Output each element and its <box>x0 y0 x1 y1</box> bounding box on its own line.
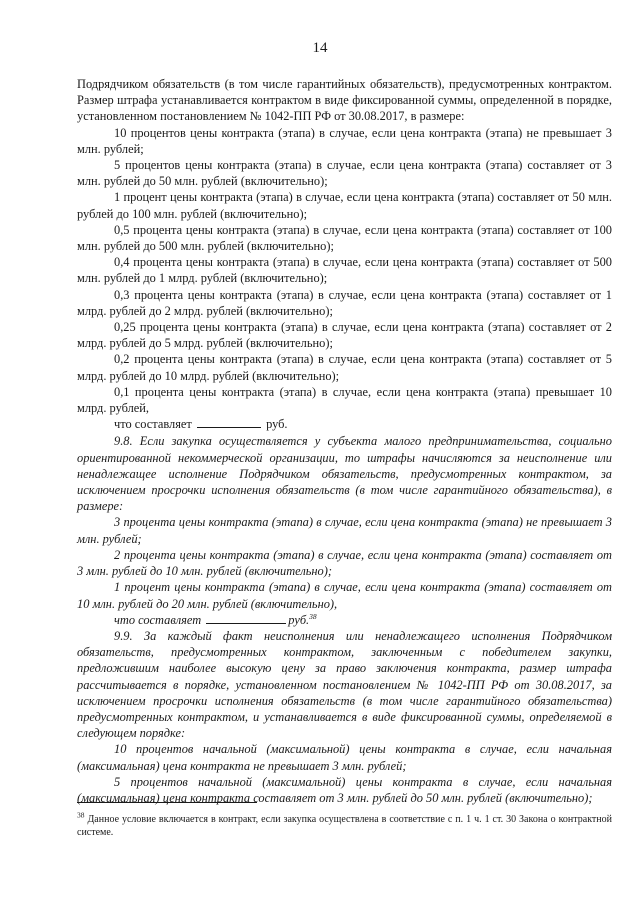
total-line <box>77 612 612 628</box>
paragraph: 5 процентов начальной (максимальной) цены контракта в случае, если начальная (максимальная) цена контракта составляет от 3 млн. рублей до 50 млн. рублей (включительно); <box>77 774 612 805</box>
blank-field <box>206 612 286 624</box>
paragraph: Подрядчиком обязательств (в том числе гарантийных обязательств), предусмотренных контрактом. Размер штрафа устанавливается контрактом в виде фиксированной суммы, определенной в порядке, установленном постановлением № 1042-ПП РФ от 30.08.2017, в размере: <box>77 77 612 124</box>
paragraph: 2 процента цены контракта (этапа) в случае, если цена контракта (этапа) составляет от 3 млн. рублей до 10 млн. рублей (включительно); <box>77 547 612 579</box>
footnote-text: Данное условие включается в контракт, если закупка осуществлена в соответствие с п. 1 ч. 1 ст. 30 Закона о контрактной системе. <box>77 814 613 838</box>
paragraph: 0,2 процента цены контракта (этапа) в случае, если цена контракта (этапа) составляет от 5 млрд. рублей до 10 млрд. рублей (включительно); <box>77 352 612 383</box>
page-number: 14 <box>312 40 328 56</box>
paragraph: 1 процент цены контракта (этапа) в случае, если цена контракта (этапа) составляет от 10 млн. рублей до 20 млн. рублей (включительно), <box>77 580 612 611</box>
paragraph: 0,3 процента цены контракта (этапа) в случае, если цена контракта (этапа) составляет от 1 млрд. рублей до 2 млрд. рублей (включительно); <box>77 287 612 318</box>
paragraph: 0,25 процента цены контракта (этапа) в случае, если цена контракта (этапа) составляет от 2 млрд. рублей до 5 млрд. рублей (включительно); <box>77 320 612 351</box>
footnote <box>77 810 613 839</box>
paragraph: 5 процентов цены контракта (этапа) в случае, если цена контракта (этапа) составляет от 3 млн. рублей до 50 млн. рублей (включительно); <box>77 158 612 189</box>
paragraph: 0,5 процента цены контракта (этапа) в случае, если цена контракта (этапа) составляет от 100 млн. рублей до 500 млн. рублей (включительно); <box>77 222 612 254</box>
paragraph: 3 процента цены контракта (этапа) в случае, если цена контракта (этапа) не превышает 3 млн. рублей; <box>77 515 612 546</box>
paragraph: 0,1 процента цены контракта (этапа) в случае, если цена контракта (этапа) превышает 10 млрд. рублей, <box>77 384 612 416</box>
total-line <box>77 416 612 432</box>
paragraph: 10 процентов начальной (максимальной) цены контракта в случае, если начальная (максимальная) цена контракта не превышает 3 млн. рублей; <box>77 742 612 773</box>
footnote-number: 38 <box>77 810 85 820</box>
total-prefix: что составляет <box>114 417 192 432</box>
footnote-reference: 38 <box>309 611 317 621</box>
total-suffix: руб. <box>266 417 288 432</box>
paragraph: 0,4 процента цены контракта (этапа) в случае, если цена контракта (этапа) составляет от 500 млн. рублей до 1 млрд. рублей (включительно); <box>77 255 612 286</box>
paragraph: 1 процент цены контракта (этапа) в случае, если цена контракта (этапа) составляет от 50 млн. рублей до 100 млн. рублей (включительно); <box>77 190 612 221</box>
page-body <box>77 76 612 806</box>
blank-field <box>197 416 261 428</box>
total-prefix: что составляет <box>114 612 202 627</box>
paragraph: 10 процентов цены контракта (этапа) в случае, если цена контракта (этапа) не превышает 3 млн. рублей; <box>77 125 612 156</box>
total-suffix: руб. <box>288 612 310 627</box>
footnote-separator <box>77 802 257 803</box>
paragraph: 9.9. За каждый факт неисполнения или ненадлежащего исполнения Подрядчиком обязательств, предусмотренных контрактом, заключенным с победителем закупки, предложившим наиболее высокую цену за право заключения контракта, размер штрафа рассчитывается в порядке, установленном постановлением № 1042-ПП РФ от 30.08.2017, за исключением просрочки исполнения обязательств (в том числе гарантийного обязательства) предусмотренных контрактом, и устанавливается в виде фиксированной суммы, определяемой в следующем порядке: <box>77 628 612 741</box>
paragraph: 9.8. Если закупка осуществляется у субъекта малого предпринимательства, социально ориентированной некоммерческой организации, то штрафы начисляются за неисполнение или ненадлежащее исполнение Подрядчиком обязательств, предусмотренных контрактом, за исключением просрочки исполнения обязательств (в том числе гарантийного обязательства), в размере: <box>77 434 612 514</box>
